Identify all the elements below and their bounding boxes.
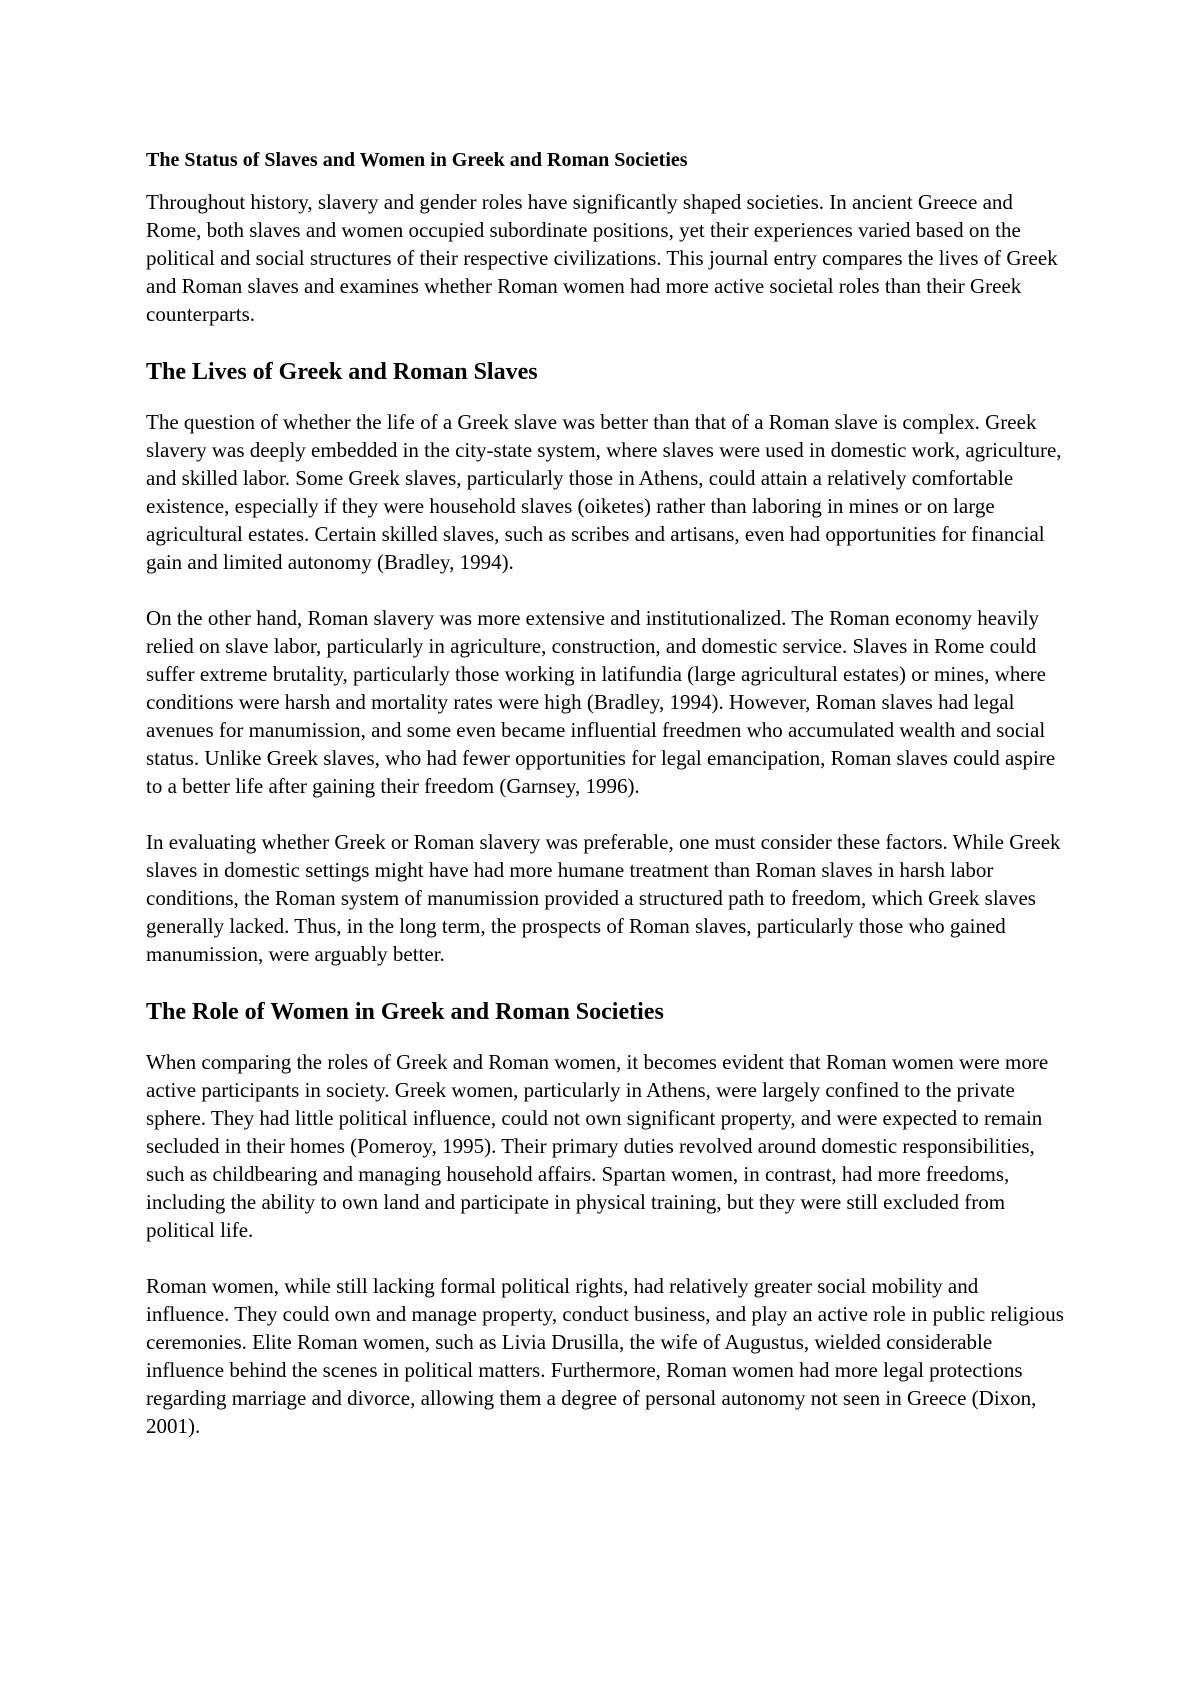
section-heading-women: The Role of Women in Greek and Roman Societies bbox=[146, 999, 664, 1025]
paragraph: The question of whether the life of a Greek slave was better than that of a Roman slave is complex. Greek slavery was deeply embedded in the city-state system, where slaves were used in domestic work, agriculture, and skilled labor. Some Greek slaves, particularly those in Athens, could attain a relatively comfortable existence, especially if they were household slaves (oiketes) rather than laboring in mines or on large agricultural estates. Certain skilled slaves, such as scribes and artisans, even had opportunities for financial gain and limited autonomy (Bradley, 1994). bbox=[146, 410, 1062, 574]
paragraph: In evaluating whether Greek or Roman slavery was preferable, one must consider these factors. While Greek slaves in domestic settings might have had more humane treatment than Roman slaves in harsh labor conditions, the Roman system of manumission provided a structured path to freedom, which Greek slaves generally lacked. Thus, in the long term, the prospects of Roman slaves, particularly those who gained manumission, were arguably better. bbox=[146, 830, 1061, 966]
paragraph: Roman women, while still lacking formal political rights, had relatively greater social mobility and influence. They could own and manage property, conduct business, and play an active role in public religious ceremonies. Elite Roman women, such as Livia Drusilla, the wife of Augustus, wielded considerable influence behind the scenes in political matters. Furthermore, Roman women had more legal protections regarding marriage and divorce, allowing them a degree of personal autonomy not seen in Greece (Dixon, 2001). bbox=[146, 1274, 1064, 1438]
document-body bbox=[146, 146, 1066, 1468]
intro-paragraph: Throughout history, slavery and gender roles have significantly shaped societies. In ancient Greece and Rome, both slaves and women occupied subordinate positions, yet their experiences varied based on the political and social structures of their respective civilizations. This journal entry compares the lives of Greek and Roman slaves and examines whether Roman women had more active societal roles than their Greek counterparts. bbox=[146, 190, 1058, 326]
paragraph: When comparing the roles of Greek and Roman women, it becomes evident that Roman women were more active participants in society. Greek women, particularly in Athens, were largely confined to the private sphere. They had little political influence, could not own significant property, and were expected to remain secluded in their homes (Pomeroy, 1995). Their primary duties revolved around domestic responsibilities, such as childbearing and managing household affairs. Spartan women, in contrast, had more freedoms, including the ability to own land and participate in physical training, but they were still excluded from political life. bbox=[146, 1050, 1049, 1242]
document-title: The Status of Slaves and Women in Greek and Roman Societies bbox=[146, 149, 688, 171]
paragraph: On the other hand, Roman slavery was more extensive and institutionalized. The Roman economy heavily relied on slave labor, particularly in agriculture, construction, and domestic service. Slaves in Rome could suffer extreme brutality, particularly those working in latifundia (large agricultural estates) or mines, where conditions were harsh and mortality rates were high (Bradley, 1994). However, Roman slaves had legal avenues for manumission, and some even became influential freedmen who accumulated wealth and social status. Unlike Greek slaves, who had fewer opportunities for legal emancipation, Roman slaves could aspire to a better life after gaining their freedom (Garnsey, 1996). bbox=[146, 606, 1056, 798]
section-heading-slaves: The Lives of Greek and Roman Slaves bbox=[146, 359, 538, 385]
